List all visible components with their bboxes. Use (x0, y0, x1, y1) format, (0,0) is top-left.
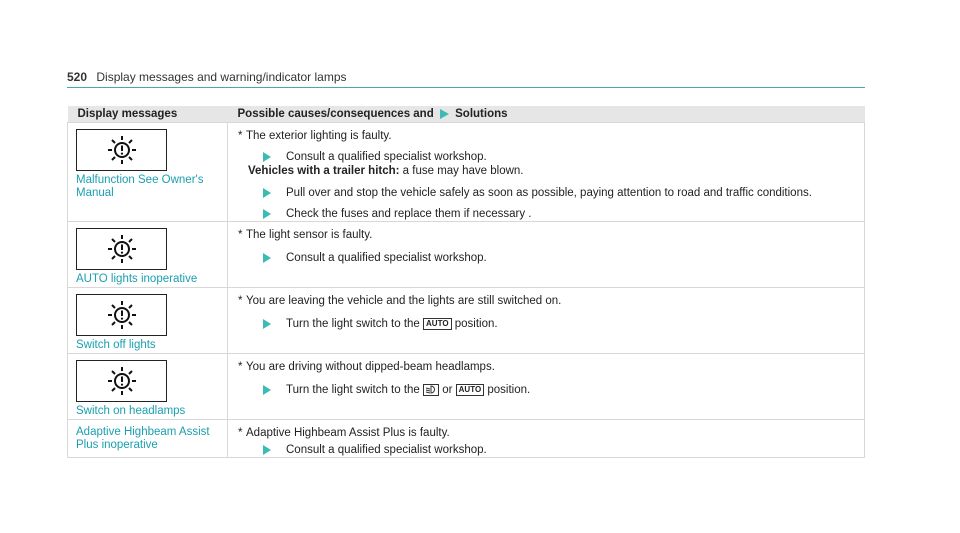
page-number: 520 (67, 70, 88, 84)
col-header-display-messages: Display messages (68, 106, 228, 123)
page-title: Display messages and warning/indicator lamps (96, 70, 347, 84)
arrow-icon (263, 188, 271, 198)
auto-key-icon: AUTO (456, 384, 485, 396)
solution-item: Check the fuses and replace them if necessary . (238, 207, 864, 221)
auto-key-icon: AUTO (423, 318, 452, 330)
arrow-icon (263, 209, 271, 219)
solution-item: Turn the light switch to the AUTO position. (238, 317, 864, 331)
causes-cell (228, 123, 865, 222)
exterior-lighting-warning-icon (107, 366, 137, 396)
message-label: Switch on headlamps (76, 405, 186, 417)
display-messages-table (67, 106, 865, 458)
table-row (68, 222, 865, 288)
solution-item: Consult a qualified specialist workshop. (238, 251, 864, 265)
solution-item: Pull over and stop the vehicle safely as soon as possible, paying attention to road and traffic conditions. (238, 186, 864, 200)
lamp-icon-frame (76, 228, 167, 270)
dipped-beam-icon (423, 384, 439, 396)
lamp-icon-frame (76, 360, 167, 402)
page-header (67, 70, 347, 84)
message-cell (68, 288, 228, 354)
message-label: Malfunction See Owner's Manual (76, 174, 204, 199)
lamp-icon-frame (76, 129, 167, 171)
causes-cell (228, 288, 865, 354)
arrow-icon (263, 319, 271, 329)
message-cell (68, 420, 228, 458)
cause-text: * Adaptive Highbeam Assist Plus is faulty. (238, 427, 450, 439)
table-row (68, 123, 865, 222)
cause-text: * The light sensor is faulty. (238, 229, 373, 241)
causes-cell (228, 420, 865, 458)
message-cell (68, 222, 228, 288)
table-row (68, 354, 865, 420)
table-header-row (68, 106, 865, 123)
exterior-lighting-warning-icon (107, 300, 137, 330)
col-header-solutions-text: Solutions (455, 108, 508, 120)
table-row (68, 420, 865, 458)
arrow-icon (263, 253, 271, 263)
message-cell (68, 354, 228, 420)
header-divider (67, 87, 865, 88)
message-cell (68, 123, 228, 222)
message-label: Adaptive Highbeam Assist Plus inoperative (76, 426, 210, 451)
solution-item: Turn the light switch to the or AUTO position. (238, 383, 864, 397)
solution-item: Consult a qualified specialist workshop. (238, 443, 864, 457)
arrow-icon (263, 152, 271, 162)
message-label: Switch off lights (76, 339, 156, 351)
col-header-causes (228, 106, 865, 123)
exterior-lighting-warning-icon (107, 234, 137, 264)
table-row (68, 288, 865, 354)
message-label: AUTO lights inoperative (76, 273, 198, 285)
causes-cell (228, 222, 865, 288)
trailer-note: Vehicles with a trailer hitch: a fuse may have blown. (248, 165, 524, 177)
arrow-icon (440, 109, 449, 119)
col-header-causes-text: Possible causes/consequences and (237, 108, 434, 120)
exterior-lighting-warning-icon (107, 135, 137, 165)
causes-cell (228, 354, 865, 420)
cause-text: * The exterior lighting is faulty. (238, 130, 392, 142)
arrow-icon (263, 445, 271, 455)
cause-text: * You are driving without dipped-beam headlamps. (238, 361, 495, 373)
solution-item: Consult a qualified specialist workshop. (238, 150, 864, 164)
lamp-icon-frame (76, 294, 167, 336)
arrow-icon (263, 385, 271, 395)
cause-text: * You are leaving the vehicle and the lights are still switched on. (238, 295, 562, 307)
